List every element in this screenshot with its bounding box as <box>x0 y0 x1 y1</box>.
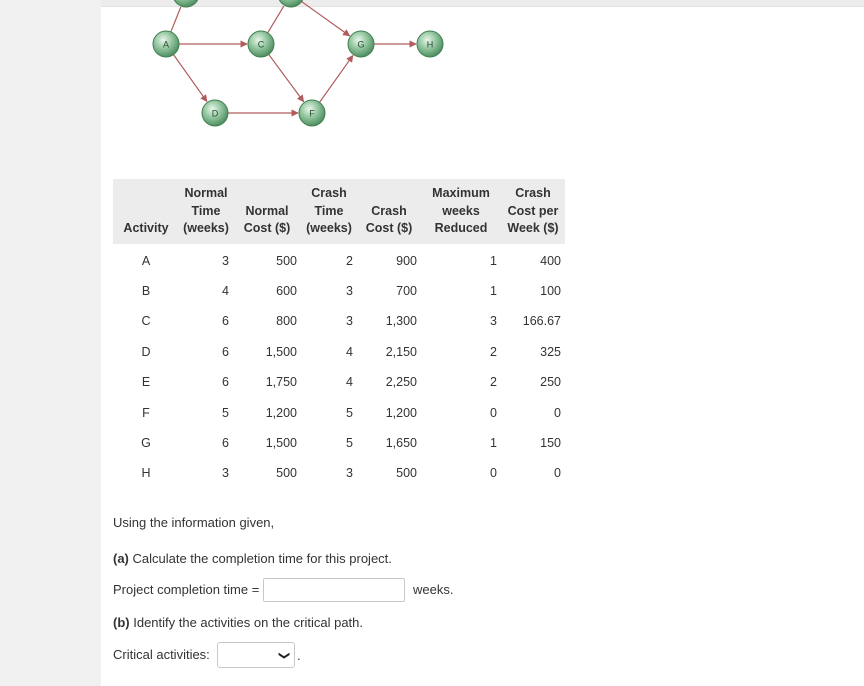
question-a <box>113 551 392 566</box>
value-cell: 5 <box>222 405 229 420</box>
value-cell: 250 <box>540 375 561 390</box>
value-cell: 100 <box>540 284 561 299</box>
table-row <box>113 428 565 458</box>
edge-c-e <box>268 6 284 33</box>
left-gutter <box>0 0 101 686</box>
node-c <box>248 31 274 57</box>
node-label: A <box>162 39 170 50</box>
critical-activities-select[interactable] <box>217 642 295 668</box>
value-cell: 3 <box>222 466 229 481</box>
value-cell: 1 <box>490 436 497 451</box>
node-f <box>299 100 325 126</box>
edge-a-b <box>171 7 181 32</box>
value-cell: 1,200 <box>265 405 297 420</box>
value-cell: 3 <box>222 253 229 268</box>
value-cell: 500 <box>396 466 417 481</box>
value-cell: 1,500 <box>265 344 297 359</box>
edge-a-d <box>174 55 207 102</box>
value-cell: 500 <box>276 466 297 481</box>
column-header: Crash Cost per Week ($) <box>501 179 565 244</box>
value-cell: 4 <box>346 375 353 390</box>
value-cell: 6 <box>222 344 229 359</box>
table-row <box>113 337 565 367</box>
value-cell: 900 <box>396 253 417 268</box>
value-cell: 3 <box>346 314 353 329</box>
column-header: Maximum weeks Reduced <box>421 179 501 244</box>
value-cell: 400 <box>540 253 561 268</box>
critical-activities-period: . <box>297 648 301 663</box>
question-b-label: (b) <box>113 615 130 630</box>
value-cell: 1,200 <box>385 405 417 420</box>
value-cell: 150 <box>540 436 561 451</box>
value-cell: 600 <box>276 284 297 299</box>
activity-cell: F <box>142 405 150 420</box>
table-header-row <box>113 179 565 244</box>
question-intro: Using the information given, <box>113 515 275 530</box>
column-header: Normal Cost ($) <box>233 179 301 244</box>
completion-time-label: Project completion time = <box>113 582 260 597</box>
value-cell: 325 <box>540 344 561 359</box>
value-cell: 0 <box>490 405 497 420</box>
value-cell: 1,650 <box>385 436 417 451</box>
value-cell: 6 <box>222 375 229 390</box>
table-row <box>113 306 565 336</box>
node-d <box>202 100 228 126</box>
value-cell: 3 <box>346 284 353 299</box>
value-cell: 2,250 <box>385 375 417 390</box>
value-cell: 0 <box>554 405 561 420</box>
value-cell: 6 <box>222 436 229 451</box>
value-cell: 1,750 <box>265 375 297 390</box>
table-row <box>113 397 565 427</box>
node-label: D <box>211 108 219 119</box>
value-cell: 1 <box>490 253 497 268</box>
node-h <box>417 31 443 57</box>
activity-cell: B <box>141 284 151 299</box>
value-cell: 700 <box>396 284 417 299</box>
value-cell: 3 <box>490 314 497 329</box>
node-circle <box>173 0 199 7</box>
activity-cell: C <box>141 314 151 329</box>
column-header: Crash Time (weeks) <box>301 179 357 244</box>
question-a-label: (a) <box>113 551 129 566</box>
edge-f-g <box>320 55 353 102</box>
activity-cell: E <box>141 375 151 390</box>
node-a <box>153 31 179 57</box>
node-label: F <box>309 108 315 119</box>
value-cell: 166.67 <box>522 314 561 329</box>
node-circle <box>278 0 304 7</box>
critical-activities-label: Critical activities: <box>113 647 210 662</box>
column-header: Activity <box>113 179 179 244</box>
activity-cell: D <box>141 344 151 359</box>
node-b <box>173 0 199 7</box>
value-cell: 3 <box>346 466 353 481</box>
activity-cell: H <box>141 466 151 481</box>
network-diagram <box>101 0 864 140</box>
activity-cell: A <box>141 253 151 268</box>
edge-c-f <box>269 54 304 101</box>
completion-time-unit: weeks. <box>413 582 454 597</box>
question-b <box>113 615 363 630</box>
value-cell: 2,150 <box>385 344 417 359</box>
value-cell: 800 <box>276 314 297 329</box>
node-label: C <box>257 39 265 50</box>
value-cell: 6 <box>222 314 229 329</box>
edge-e-g <box>302 2 350 36</box>
node-label: H <box>426 39 434 50</box>
value-cell: 5 <box>346 405 353 420</box>
value-cell: 2 <box>490 344 497 359</box>
node-e <box>278 0 304 7</box>
completion-time-input[interactable] <box>263 578 405 602</box>
value-cell: 2 <box>490 375 497 390</box>
value-cell: 0 <box>490 466 497 481</box>
activity-cell: G <box>141 436 151 451</box>
value-cell: 0 <box>554 466 561 481</box>
chevron-down-icon: ❮ <box>277 650 290 661</box>
value-cell: 1,300 <box>385 314 417 329</box>
question-b-text: Identify the activities on the critical path. <box>129 615 364 630</box>
activity-table <box>113 179 565 489</box>
table-row <box>113 276 565 306</box>
node-g <box>348 31 374 57</box>
node-label: G <box>357 39 365 50</box>
question-a-text: Calculate the completion time for this project. <box>128 551 392 566</box>
column-header: Normal Time (weeks) <box>179 179 233 244</box>
value-cell: 1 <box>490 284 497 299</box>
value-cell: 2 <box>346 253 353 268</box>
value-cell: 1,500 <box>265 436 297 451</box>
value-cell: 4 <box>346 344 353 359</box>
value-cell: 4 <box>222 284 229 299</box>
value-cell: 500 <box>276 253 297 268</box>
value-cell: 5 <box>346 436 353 451</box>
table-row <box>113 367 565 397</box>
table-row <box>113 458 565 488</box>
table-row <box>113 244 565 276</box>
column-header: Crash Cost ($) <box>357 179 421 244</box>
